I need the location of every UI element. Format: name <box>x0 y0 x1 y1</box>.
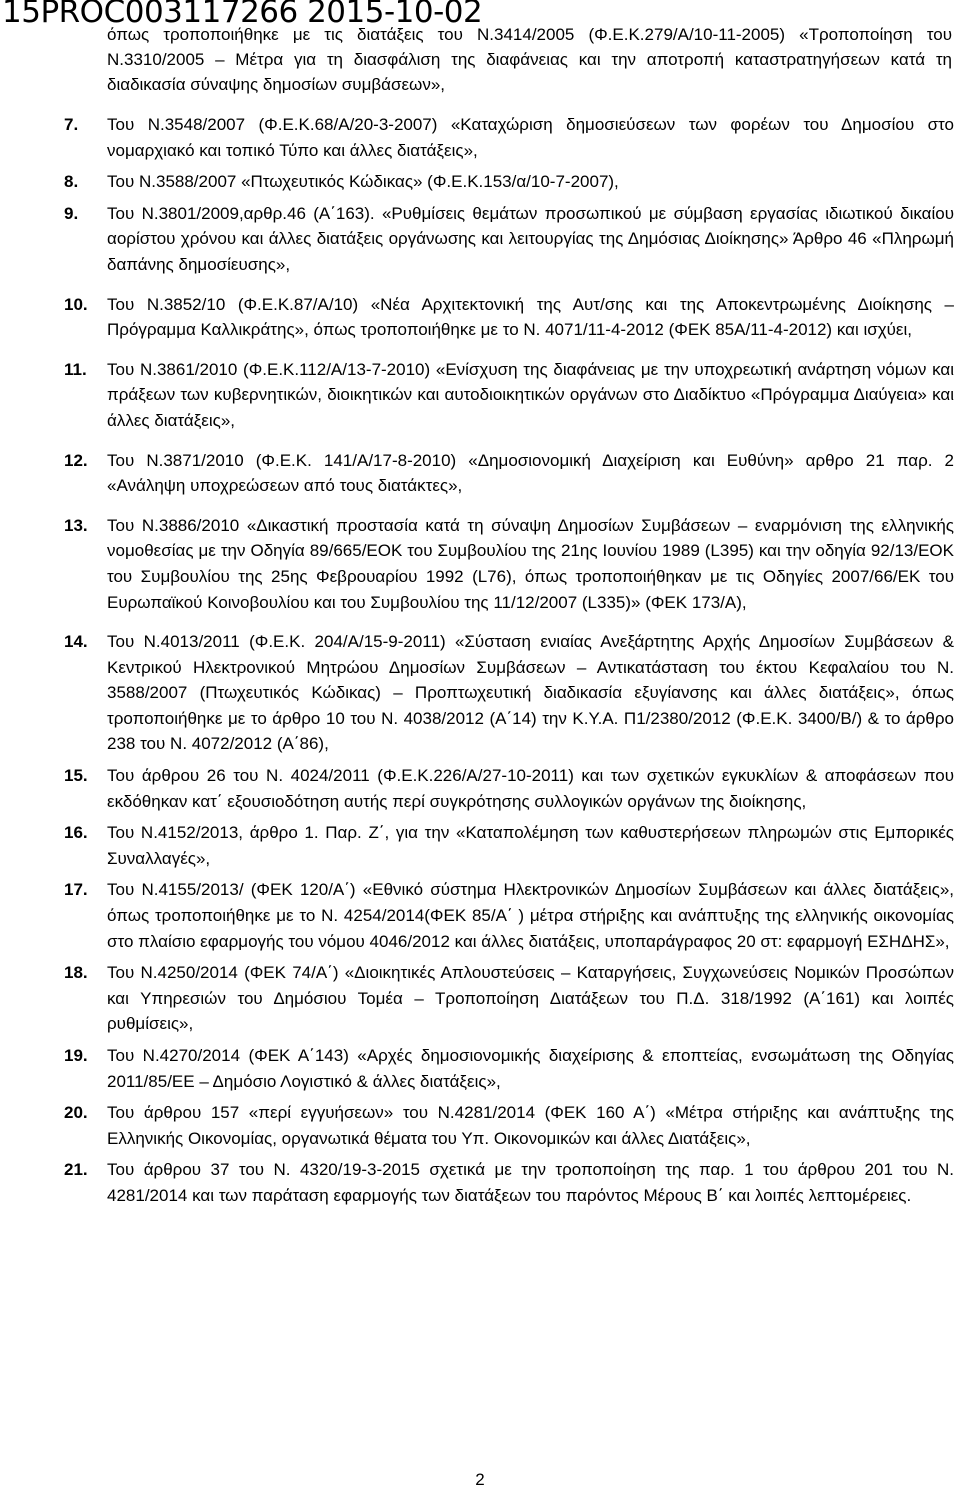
item-number: 11. <box>64 359 87 379</box>
item-text: Του Ν.3852/10 (Φ.Ε.Κ.87/Α/10) «Νέα Αρχιτεκτονική της Αυτ/σης και της Αποκεντρωμένης Διοίκησης – Πρόγραμμα Καλλικράτης», όπως τροποποιήθηκε με το Ν. 4071/11-4-2012 (ΦΕΚ 85Α/11-4-2012) και ισχύει, <box>107 294 954 340</box>
list-item <box>64 1100 954 1151</box>
item-text: Του Ν.4152/2013, άρθρο 1. Παρ. Ζ΄, για την «Καταπολέμηση των καθυστερήσεων πληρωμών στις Εμπορικές Συναλλαγές», <box>107 823 954 868</box>
item-number: 13. <box>64 515 88 535</box>
list-item <box>64 513 954 615</box>
item-text: Του Ν.3548/2007 (Φ.Ε.Κ.68/Α/20-3-2007) «Καταχώριση δημοσιεύσεων των φορέων του Δημοσίου στο νομαρχιακό και τοπικό Τύπο και άλλες διατάξεις», <box>107 115 954 160</box>
item-text: Του Ν.4155/2013/ (ΦΕΚ 120/Α΄) «Εθνικό σύστημα Ηλεκτρονικών Δημοσίων Συμβάσεων και άλλες διατάξεις», όπως τροποποιήθηκε με το Ν. 4254/2014(ΦΕΚ 85/Α΄ ) μέτρα στήριξης και ανάπτυξης της ελληνικής οικονομίας στο πλαίσιο εφαρμογής του νόμου 4046/2012 και άλλες διατάξεις, υποπαράγραφος 20 στ: εφαρμογή ΕΣΗΔΗΣ», <box>107 880 954 951</box>
list-item <box>64 448 954 499</box>
list-item <box>64 292 954 343</box>
item-number: 9. <box>64 203 79 223</box>
item-number: 10. <box>64 294 88 314</box>
item-number: 12. <box>64 450 88 470</box>
intro-text: όπως τροποποιήθηκε με τις διατάξεις του Ν.3414/2005 (Φ.Ε.Κ.279/Α/10-11-2005) «Τροποποίηση του Ν.3310/2005 – Μέτρα για τη διασφάλιση της διαφάνειας και την αποτροπή καταστρατηγήσεων κατά τη διαδικασία σύναψης δημοσίων συμβάσεων», <box>107 25 952 94</box>
item-text: Του άρθρου 37 του Ν. 4320/19-3-2015 σχετικά με την τροποποίηση της παρ. 1 του άρθρου 201 του Ν. 4281/2014 και των παράταση εφαρμογής των διατάξεων του παρόντος Μέρους Β΄ και λοιπές λεπτομέρειες. <box>107 1160 954 1205</box>
list-item <box>64 629 954 757</box>
intro-paragraph <box>107 22 952 97</box>
item-number: 7. <box>64 115 79 134</box>
item-number: 20. <box>64 1103 88 1123</box>
item-number: 17. <box>64 880 88 900</box>
item-text: Του Ν.3588/2007 «Πτωχευτικός Κώδικας» (Φ.Ε.Κ.153/α/10-7-2007), <box>107 172 619 192</box>
list-item <box>64 112 954 163</box>
document-watermark: 15PROC003117266 2015-10-02 <box>2 0 483 30</box>
item-text: Του Ν.4250/2014 (ΦΕΚ 74/Α΄) «Διοικητικές Απλουστεύσεις – Καταργήσεις, Συγχωνεύσεις Νομικών Προσώπων και Υπηρεσιών του Δημόσιου Τομέα – Τροποποίηση Διατάξεων του Π.Δ. 318/1992 (Α΄161) και λοιπές ρυθμίσεις», <box>107 963 954 1034</box>
item-number: 16. <box>64 823 88 843</box>
list-item <box>64 1043 954 1094</box>
item-number: 8. <box>64 172 79 192</box>
list-item <box>64 1157 954 1208</box>
item-text: Του Ν.3871/2010 (Φ.Ε.Κ. 141/Α/17-8-2010) «Δημοσιονομική Διαχείριση και Ευθύνη» αρθρο 21 παρ. 2 «Ανάληψη υποχρεώσεων από τους διατάκτες», <box>107 450 954 496</box>
item-text: Του Ν.3861/2010 (Φ.Ε.Κ.112/Α/13-7-2010) «Ενίσχυση της διαφάνειας με την υποχρεωτική ανάρτηση νόμων και πράξεων των κυβερνητικών, διοικητικών και αυτοδιοικητικών οργάνων στο Διαδίκτυο «Πρόγραμμα Διαύγεια» και άλλες διατάξεις», <box>107 359 954 430</box>
item-number: 19. <box>64 1046 88 1065</box>
item-text: Του Ν.4270/2014 (ΦΕΚ Α΄143) «Αρχές δημοσιονομικής διαχείρισης & εποπτείας, ενσωμάτωση της Οδηγίας 2011/85/ΕΕ – Δημόσιο Λογιστικό & άλλες διατάξεις», <box>107 1046 954 1091</box>
list-item <box>64 877 954 954</box>
list-item <box>64 169 954 195</box>
item-text: Του Ν.3801/2009,αρθρ.46 (Α΄163). «Ρυθμίσεις θεμάτων προσωπικού με σύμβαση εργασίας ιδιωτικού δικαίου αορίστου χρόνου και άλλες διατάξεις οργάνωσης και λειτουργίας της Δημόσιας Διοίκησης» Άρθρο 46 «Πληρωμή δαπάνης δημοσίευσης», <box>107 203 954 274</box>
list-item <box>64 960 954 1037</box>
item-number: 21. <box>64 1160 88 1180</box>
item-number: 15. <box>64 766 88 786</box>
list-item <box>64 201 954 278</box>
list-item <box>64 763 954 814</box>
list-item <box>64 357 954 434</box>
item-number: 14. <box>64 632 88 652</box>
item-text: Του άρθρου 26 του Ν. 4024/2011 (Φ.Ε.Κ.226/Α/27-10-2011) και των σχετικών εγκυκλίων & αποφάσεων που εκδόθηκαν κατ΄ εξουσιοδότηση αυτής περί συγκρότησης συλλογικών οργάνων της διοίκησης, <box>107 766 954 811</box>
item-number: 18. <box>64 963 88 983</box>
legal-references-list <box>64 112 954 1209</box>
item-text: Του Ν.4013/2011 (Φ.Ε.Κ. 204/Α/15-9-2011) «Σύσταση ενιαίας Ανεξάρτητης Αρχής Δημοσίων Συμβάσεων & Κεντρικού Ηλεκτρονικού Μητρώου Δημοσίων Συμβάσεων – Αντικατάσταση του έκτου Κεφαλαίου του Ν. 3588/2007 (Πτωχευτικός Κώδικας) – Προπτωχευτική διαδικασία εξυγίανσης και άλλες διατάξεις», όπως τροποποιήθηκε με το άρθρο 10 του Ν. 4038/2012 (Α΄14) την Κ.Υ.Α. Π1/2380/2012 (Φ.Ε.Κ. 3400/Β/) & το άρθρο 238 του Ν. 4072/2012 (Α΄86), <box>107 632 954 754</box>
page-number: 2 <box>475 1470 485 1489</box>
item-text: Του άρθρου 157 «περί εγγυήσεων» του Ν.4281/2014 (ΦΕΚ 160 Α΄) «Μέτρα στήριξης και ανάπτυξης της Ελληνικής Οικονομίας, οργανωτικά θέματα του Υπ. Οικονομικών και άλλες Διατάξεις», <box>107 1103 954 1148</box>
list-item <box>64 820 954 871</box>
item-text: Του Ν.3886/2010 «Δικαστική προστασία κατά τη σύναψη Δημοσίων Συμβάσεων – εναρμόνιση της ελληνικής νομοθεσίας με την Οδηγία 89/665/ΕΟΚ του Συμβουλίου της 21ης Ιουνίου 1989 (L395) και την οδηγία 92/13/ΕΟΚ του Συμβουλίου της 25ης Φεβρουαρίου 1992 (L76), όπως τροποποιήθηκαν με τις Οδηγίες 2007/66/ΕΚ του Ευρωπαϊκού Κοινοβουλίου και του Συμβουλίου της 11/12/2007 (L335)» (ΦΕΚ 173/Α), <box>107 515 954 612</box>
